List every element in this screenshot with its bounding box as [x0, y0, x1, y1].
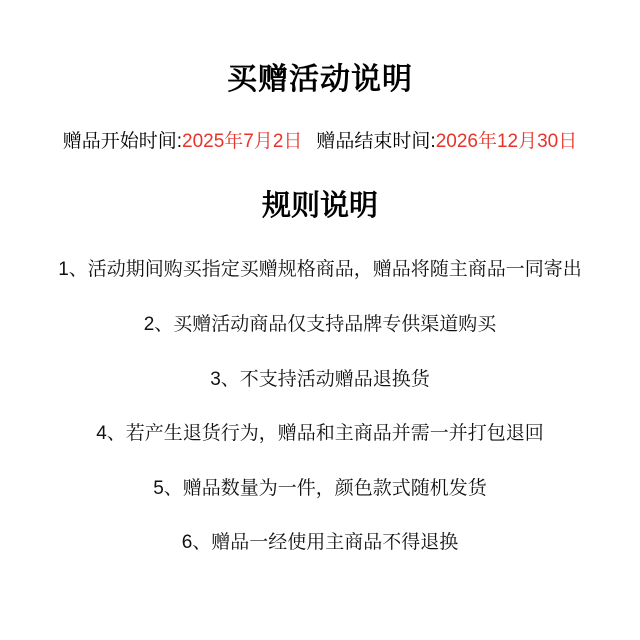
gift-end-date: 2026年12月30日	[435, 131, 578, 152]
list-item: 2、买赠活动商品仅支持品牌专供渠道购买	[143, 314, 497, 336]
list-item: 6、赠品一经使用主商品不得退换	[181, 532, 459, 554]
rules-section-title: 规则说明	[261, 189, 378, 222]
gift-start-label: 赠品开始时间:	[62, 131, 183, 152]
list-item: 1、活动期间购买指定买赠规格商品，赠品将随主商品一同寄出	[58, 259, 582, 281]
list-item: 4、若产生退货行为，赠品和主商品并需一并打包退回	[96, 423, 544, 445]
page-title: 买赠活动说明	[227, 63, 413, 96]
list-item: 5、赠品数量为一件，颜色款式随机发货	[153, 477, 487, 499]
gift-period-row	[0, 130, 640, 155]
rules-list	[0, 257, 640, 557]
gift-start-date: 2025年7月2日	[182, 131, 303, 152]
list-item: 3、不支持活动赠品退换货	[210, 368, 430, 390]
gift-end-label: 赠品结束时间:	[316, 131, 436, 152]
